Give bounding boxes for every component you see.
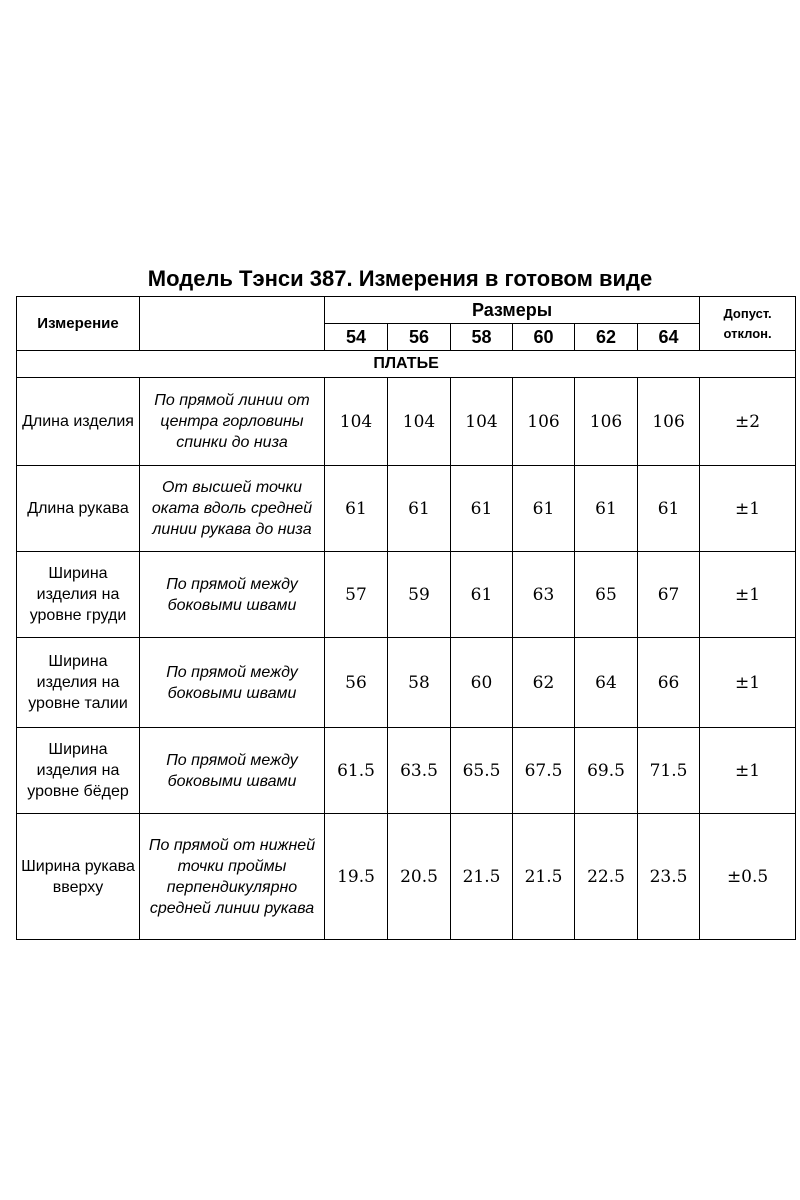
measure-tolerance: ±1 [700,552,796,638]
description-header [140,297,325,351]
measure-value: 66 [638,638,700,728]
size-header: 64 [638,324,700,351]
table-row [17,378,796,466]
measure-name: Ширина изделия на уровне бёдер [17,728,140,814]
measure-value: 59 [388,552,451,638]
size-header: 58 [451,324,513,351]
size-header: 56 [388,324,451,351]
tolerance-header [700,297,796,351]
measure-value: 22.5 [575,814,638,940]
measure-value: 106 [638,378,700,466]
section-row [17,351,796,378]
measure-value: 69.5 [575,728,638,814]
measure-value: 61 [451,466,513,552]
measure-value: 71.5 [638,728,700,814]
measure-value: 61 [388,466,451,552]
measure-value: 61.5 [325,728,388,814]
tolerance-header-line1: Допуст. [723,305,772,321]
measure-value: 20.5 [388,814,451,940]
measure-value: 67.5 [513,728,575,814]
table-row [17,466,796,552]
measure-value: 104 [325,378,388,466]
measure-value: 57 [325,552,388,638]
measure-value: 19.5 [325,814,388,940]
measure-value: 63 [513,552,575,638]
measure-value: 104 [388,378,451,466]
measure-value: 64 [575,638,638,728]
measure-value: 21.5 [451,814,513,940]
measure-description: По прямой линии от центра горловины спинки до низа [140,378,325,466]
measure-tolerance: ±1 [700,638,796,728]
measure-value: 56 [325,638,388,728]
measure-description: По прямой от нижней точки проймы перпендикулярно средней линии рукава [140,814,325,940]
measure-description: По прямой между боковыми швами [140,552,325,638]
sizes-header: Размеры [325,297,700,324]
table-row [17,638,796,728]
measure-value: 23.5 [638,814,700,940]
measure-value: 106 [513,378,575,466]
measure-value: 58 [388,638,451,728]
measure-value: 61 [451,552,513,638]
measure-tolerance: ±1 [700,466,796,552]
measure-header: Измерение [17,297,140,351]
measure-value: 61 [575,466,638,552]
measure-description: По прямой между боковыми швами [140,638,325,728]
measure-value: 61 [638,466,700,552]
measure-value: 65.5 [451,728,513,814]
measure-value: 61 [513,466,575,552]
measure-tolerance: ±2 [700,378,796,466]
measure-name: Ширина изделия на уровне талии [17,638,140,728]
tolerance-header-line2: отклон. [723,325,772,341]
measurements-table [16,296,796,940]
table-row [17,728,796,814]
measure-value: 21.5 [513,814,575,940]
measure-description: По прямой между боковыми швами [140,728,325,814]
measure-value: 61 [325,466,388,552]
measure-name: Ширина изделия на уровне груди [17,552,140,638]
measure-name: Длина рукава [17,466,140,552]
measure-value: 60 [451,638,513,728]
measure-tolerance: ±1 [700,728,796,814]
table-row [17,552,796,638]
measure-value: 65 [575,552,638,638]
table-row [17,814,796,940]
measure-value: 104 [451,378,513,466]
measure-name: Ширина рукава вверху [17,814,140,940]
measure-tolerance: ±0.5 [700,814,796,940]
size-header: 54 [325,324,388,351]
measure-name: Длина изделия [17,378,140,466]
measure-value: 67 [638,552,700,638]
size-header: 60 [513,324,575,351]
measure-value: 63.5 [388,728,451,814]
page-title: Модель Тэнси 387. Измерения в готовом виде [147,266,653,291]
size-header: 62 [575,324,638,351]
section-title: ПЛАТЬЕ [17,351,796,378]
header-row [17,297,796,324]
measure-value: 106 [575,378,638,466]
measure-description: От высшей точки оката вдоль средней линии рукава до низа [140,466,325,552]
measure-value: 62 [513,638,575,728]
